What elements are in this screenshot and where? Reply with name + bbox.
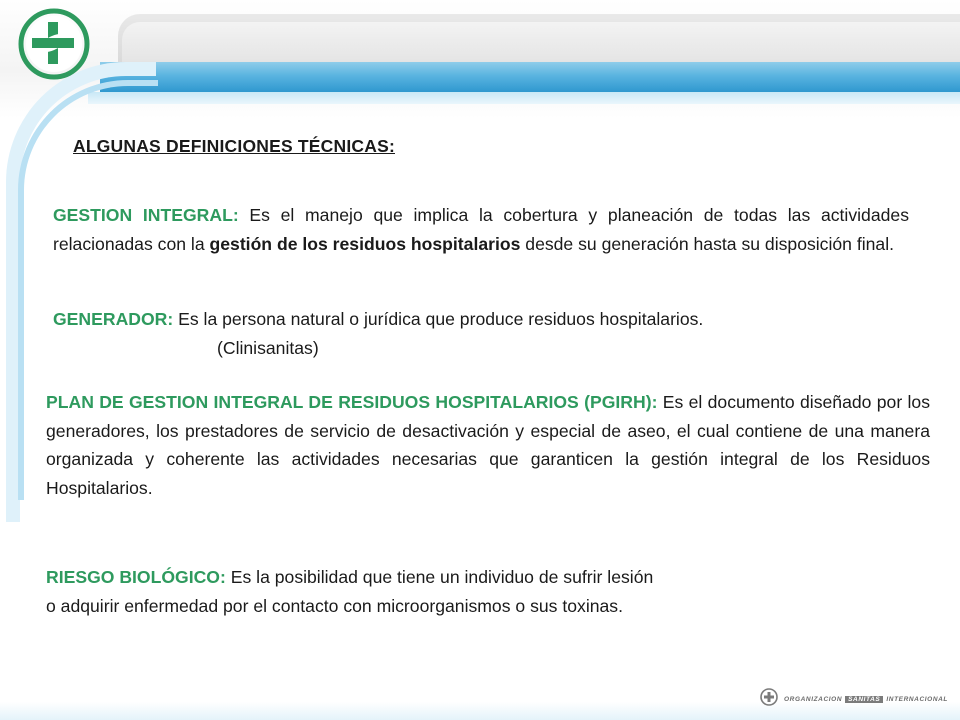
definition-colon: : xyxy=(651,392,658,412)
definition-term: RIESGO BIOLÓGICO xyxy=(46,567,220,587)
definition-text: desde su generación hasta su disposición final. xyxy=(520,233,895,254)
definition-colon: : xyxy=(220,567,226,587)
footer-org-left: ORGANIZACION xyxy=(784,695,843,703)
definition-pgirh xyxy=(46,388,930,502)
definition-text: Es la posibilidad que tiene un individuo de sufrir lesión xyxy=(225,567,654,587)
definition-term: GESTION INTEGRAL xyxy=(53,205,233,225)
sanitas-small-logo-icon xyxy=(760,688,778,711)
footer-org-box: SANITAS xyxy=(845,696,883,703)
definition-gestion-integral xyxy=(53,201,909,258)
sanitas-logo-icon xyxy=(18,8,90,80)
definition-term: GENERADOR xyxy=(53,309,168,329)
definition-source: (Clinisanitas) xyxy=(217,337,319,358)
footer-logo xyxy=(760,686,948,712)
definition-colon: : xyxy=(232,205,239,225)
definition-text: Es la persona natural o jurídica que produce residuos hospitalarios. xyxy=(173,309,704,329)
header-blue-light xyxy=(88,92,960,104)
page-title: ALGUNAS DEFINICIONES TÉCNICAS: xyxy=(73,136,395,156)
header-blue-band xyxy=(100,62,960,92)
definition-emphasis: gestión de los residuos hospitalarios xyxy=(209,233,521,254)
footer-organization-name xyxy=(784,696,948,703)
definition-term: PLAN DE GESTION INTEGRAL DE RESIDUOS HOSPITALARIOS (PGIRH) xyxy=(46,392,652,412)
header-grey-inner xyxy=(122,22,960,66)
definition-text: o adquirir enfermedad por el contacto con microorganismos o sus toxinas. xyxy=(46,595,623,616)
definition-generador xyxy=(53,305,943,362)
definition-text: Es el documento diseñado por los generadores, los prestadores de servicio de desactivación y especial de aseo, el cual contiene de una manera organizada y coherente las actividades necesarias que garanticen la gestión integral de los Residuos Hospitalarios. xyxy=(46,392,931,498)
definition-riesgo-biologico xyxy=(46,563,930,620)
footer-org-right: INTERNACIONAL xyxy=(886,695,948,703)
definition-colon: : xyxy=(167,309,174,329)
definition-text: Es el manejo que implica la cobertura y planeación de todas las actividades relacionadas con la xyxy=(53,205,909,254)
